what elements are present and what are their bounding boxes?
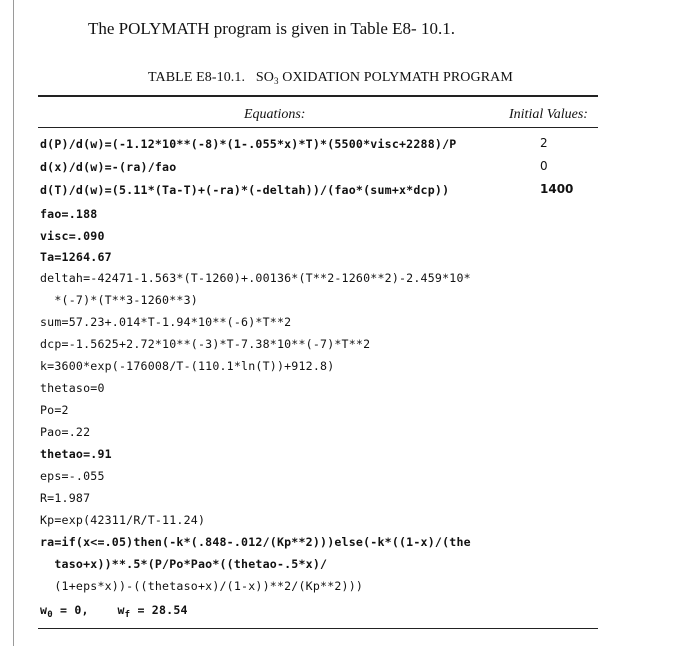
wf-symbol: w [117, 603, 125, 617]
w0-symbol: w [40, 603, 48, 617]
equation-line: *(-7)*(T**3-1260**3) [40, 293, 198, 307]
table-title-rest: OXIDATION POLYMATH PROGRAM [278, 70, 513, 85]
initial-value-p: 2 [540, 136, 548, 150]
left-margin-rule [13, 0, 14, 646]
equation-line: (1+eps*x))-((thetaso+x)/(1-x))**2/(Kp**2))) [40, 579, 364, 593]
initial-value-t: 1400 [540, 182, 574, 196]
equation-line: thetaso=0 [40, 381, 105, 395]
equation-line: Pao=.22 [40, 425, 91, 439]
equation-line: sum=57.23+.014*T-1.94*10**(-6)*T**2 [40, 315, 292, 329]
equation-line: visc=.090 [40, 229, 105, 243]
equation-line: fao=.188 [40, 207, 98, 221]
ode-equation-p: d(P)/d(w)=(-1.12*10**(-8)*(1-.055*x)*T)*(5500*visc+2288)/P [40, 137, 457, 151]
table-title-prefix: SO [255, 70, 275, 85]
w0-subscript: 0 [47, 610, 53, 620]
w0-value: = 0, [52, 603, 89, 617]
equation-line: taso+x))**.5*(P/Po*Pao*((thetao-.5*x)/ [40, 557, 328, 571]
equation-line: R=1.987 [40, 491, 91, 505]
intro-text: The POLYMATH program is given in Table E8- 10.1. [88, 19, 455, 38]
equation-line: Po=2 [40, 403, 69, 417]
table-title-subscript: 3 [274, 76, 279, 86]
ode-equation-t: d(T)/d(w)=(5.11*(Ta-T)+(-ra)*(-deltah))/(fao*(sum+x*dcp)) [40, 183, 450, 197]
integration-limits [40, 603, 188, 620]
equation-line: ra=if(x<=.05)then(-k*(.848-.012/(Kp**2)))else(-k*((1-x)/(the [40, 535, 471, 549]
wf-value: = 28.54 [130, 603, 188, 617]
table-caption [148, 70, 513, 86]
table-number: TABLE E8-10.1. [148, 70, 246, 85]
equation-line: k=3600*exp(-176008/T-(110.1*ln(T))+912.8) [40, 359, 335, 373]
wf-subscript: f [124, 610, 131, 620]
initial-value-x: 0 [540, 159, 548, 173]
equation-line: eps=-.055 [40, 469, 105, 483]
equation-line: thetao=.91 [40, 447, 112, 461]
initial-values-header: Initial Values: [509, 107, 588, 122]
equation-line: dcp=-1.5625+2.72*10**(-3)*T-7.38*10**(-7)*T**2 [40, 337, 371, 351]
equation-line: Ta=1264.67 [40, 250, 112, 264]
table-top-rule [38, 95, 598, 97]
header-bottom-rule [38, 127, 598, 128]
equation-line: deltah=-42471-1.563*(T-1260)+.00136*(T**2-1260**2)-2.459*10* [40, 271, 471, 285]
table-bottom-rule [38, 628, 598, 629]
ode-equation-x: d(x)/d(w)=-(ra)/fao [40, 160, 177, 174]
equation-line: Kp=exp(42311/R/T-11.24) [40, 513, 206, 527]
equations-header: Equations: [244, 107, 306, 122]
